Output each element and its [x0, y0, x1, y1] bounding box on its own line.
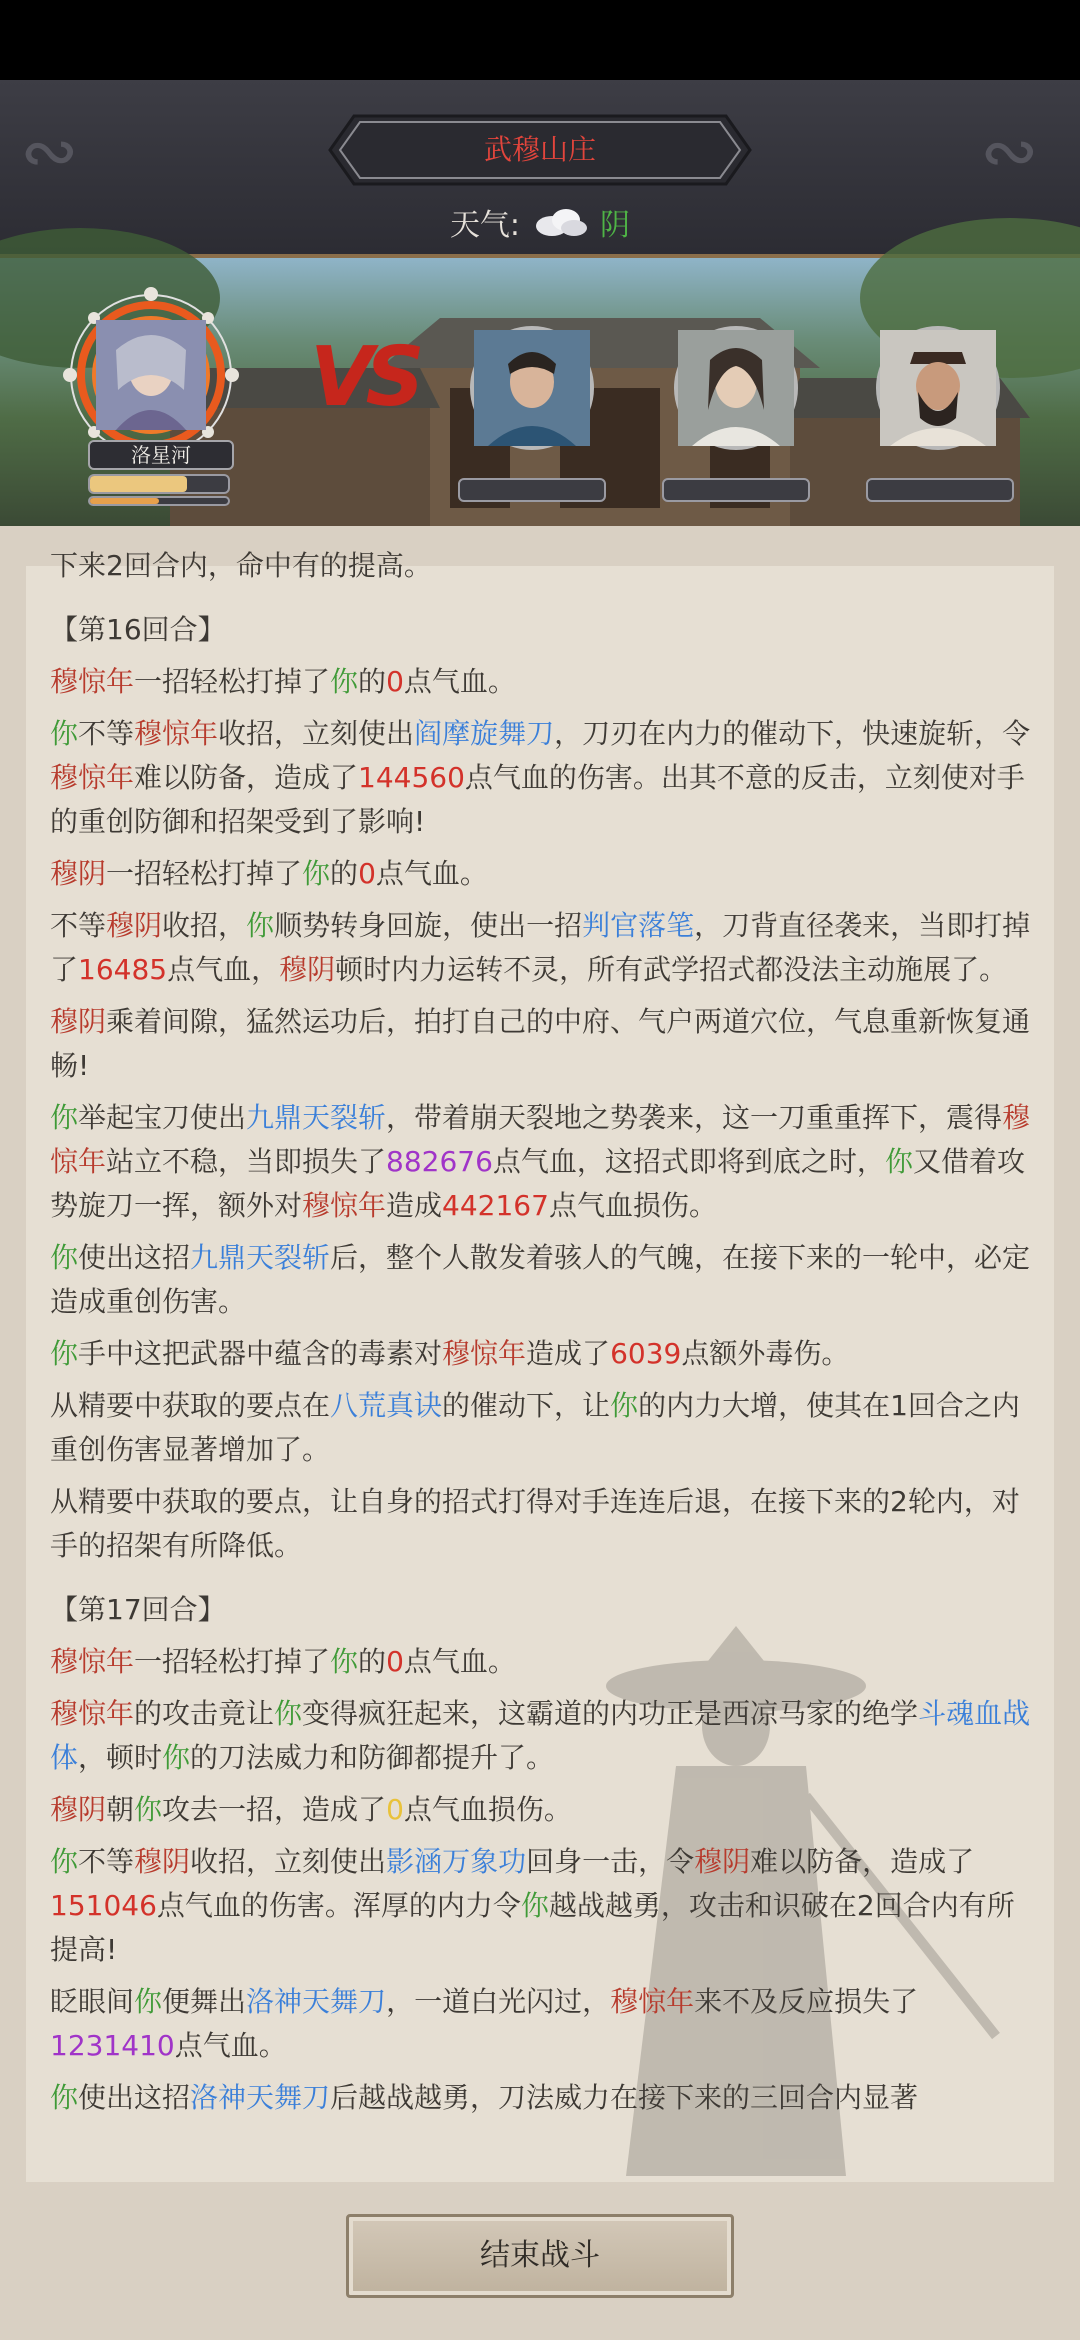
log-entry: [50, 1692, 1040, 1780]
player-mp-bar: [88, 496, 230, 506]
log-text: 的: [358, 665, 387, 698]
log-text: 点气血损伤。: [548, 1189, 717, 1222]
location-title-plate: [328, 114, 752, 186]
skill-name: 判官落笔: [582, 909, 695, 942]
log-text: 便舞出: [162, 1985, 247, 2018]
log-entry: [50, 904, 1040, 992]
log-text: 从精要中获取的要点在: [50, 1389, 331, 1422]
log-text: 朝: [106, 1793, 135, 1826]
log-entry: [50, 2076, 1040, 2120]
damage-value: 16485: [78, 953, 168, 986]
damage-value: 0: [358, 857, 376, 890]
combatant-name: 穆阴: [50, 857, 107, 890]
combatant-name: 穆惊年: [50, 1101, 1031, 1178]
log-entry: [50, 1096, 1040, 1228]
player-ref: 你: [330, 1645, 359, 1678]
player-ref: 你: [274, 1697, 303, 1730]
enemy-avatar-3[interactable]: [876, 326, 1000, 450]
player-portrait: [96, 320, 206, 430]
log-text: ，一道白光闪过，: [386, 1985, 611, 2018]
status-bar: [0, 0, 1080, 80]
skill-name: 九鼎天裂斩: [246, 1101, 387, 1134]
combatant-name: 穆阴: [50, 1005, 107, 1038]
log-text: 下来2回合内，命中有的提高。: [50, 549, 432, 582]
damage-value: 144560: [358, 761, 465, 794]
log-entry: [50, 1384, 1040, 1472]
skill-name: 九鼎天裂斩: [190, 1241, 331, 1274]
player-ref: 你: [50, 717, 79, 750]
player-avatar[interactable]: [92, 316, 210, 434]
round-header: [50, 608, 1040, 652]
log-text: 顿时内力运转不灵，所有武学招式都没法主动施展了。: [335, 953, 1008, 986]
log-text: 一招轻松打掉了: [134, 665, 331, 698]
log-text: ，刀刃在内力的催动下，快速旋斩，令: [554, 717, 1031, 750]
log-text: 举起宝刀使出: [78, 1101, 247, 1134]
enemy-portrait-2: [678, 330, 794, 446]
log-text: 一招轻松打掉了: [106, 857, 303, 890]
log-text: 点气血的伤害。浑厚的内力令: [156, 1889, 521, 1922]
weather-label: 天气:: [449, 208, 521, 243]
log-entry: [50, 1840, 1040, 1972]
log-entry: [50, 544, 1040, 588]
log-text: 的攻击竟让: [134, 1697, 275, 1730]
log-entry: [50, 1332, 1040, 1376]
end-battle-button[interactable]: 结束战斗: [346, 2214, 734, 2298]
player-ref: 你: [610, 1389, 639, 1422]
skill-name: 洛神天舞刀: [246, 1985, 387, 2018]
log-text: 点气血。: [403, 665, 516, 698]
log-text: 的催动下，让: [442, 1389, 611, 1422]
round-header: [50, 1588, 1040, 1632]
log-text: 使出这招: [78, 2081, 191, 2114]
damage-value: 0: [386, 665, 404, 698]
damage-value: 151046: [50, 1889, 157, 1922]
skill-name: 阎摩旋舞刀: [414, 717, 555, 750]
skill-name: 八荒真诀: [330, 1389, 443, 1422]
log-text: 收招，立刻使出: [218, 717, 415, 750]
player-name: 洛星河: [88, 440, 234, 470]
damage-value: 442167: [442, 1189, 549, 1222]
log-entry: [50, 1640, 1040, 1684]
enemy-avatar-2[interactable]: [674, 326, 798, 450]
combatant-name: 穆惊年: [50, 1645, 135, 1678]
log-text: 的: [330, 857, 359, 890]
log-text: 点气血损伤。: [403, 1793, 572, 1826]
log-text: 变得疯狂起来，这霸道的内功正是西凉马家的绝学: [302, 1697, 919, 1730]
log-text: 点额外毒伤。: [681, 1337, 850, 1370]
log-text: 站立不稳，当即损失了: [106, 1145, 387, 1178]
log-text: 的刀法威力和防御都提升了。: [190, 1741, 555, 1774]
log-entry: [50, 1480, 1040, 1568]
vs-label: VS: [310, 330, 417, 425]
player-ref: 你: [50, 1101, 79, 1134]
cloud-icon: [530, 204, 590, 240]
log-entry: [50, 1788, 1040, 1832]
combatant-name: 穆惊年: [610, 1985, 695, 2018]
log-text: 点气血，这招式即将到底之时，: [492, 1145, 885, 1178]
enemy-portrait-3: [880, 330, 996, 446]
log-text: 不等: [50, 909, 107, 942]
combatant-name: 穆惊年: [302, 1189, 387, 1222]
battle-log-panel[interactable]: [26, 549, 1054, 2182]
log-text: 不等: [78, 1845, 135, 1878]
log-text: 不等: [78, 717, 135, 750]
damage-value: 1231410: [50, 2029, 175, 2062]
log-text: 点气血。: [403, 1645, 516, 1678]
log-text: ，刀背直径袭来，当即打掉了: [50, 909, 1031, 986]
log-text: 顺势转身回旋，使出一招: [274, 909, 583, 942]
log-text: 收招，立刻使出: [190, 1845, 387, 1878]
log-text: 的: [358, 1645, 387, 1678]
damage-value: 0: [386, 1645, 404, 1678]
log-text: 点气血。: [375, 857, 488, 890]
combatant-name: 穆阴: [50, 1793, 107, 1826]
damage-value: 882676: [386, 1145, 493, 1178]
log-text: 后越战越勇，刀法威力在接下来的三回合内显著: [330, 2081, 919, 2114]
damage-value: 6039: [610, 1337, 682, 1370]
player-mp-fill: [90, 498, 159, 504]
log-text: 乘着间隙，猛然运功后，拍打自己的中府、气户两道穴位，气息重新恢复通畅!: [50, 1005, 1031, 1082]
player-ref: 你: [50, 1337, 79, 1370]
log-text: 手中这把武器中蕴含的毒素对: [78, 1337, 443, 1370]
battle-header: [0, 80, 1080, 258]
log-entry: [50, 1236, 1040, 1324]
combatant-name: 穆惊年: [442, 1337, 527, 1370]
log-text: 造成: [386, 1189, 443, 1222]
enemy-hp-bar-2: [662, 478, 810, 502]
log-text: 越战越勇，攻击和识破在2回合内有所提高!: [50, 1889, 1015, 1966]
log-text: 点气血。: [174, 2029, 287, 2062]
location-title: 武穆山庄: [483, 133, 596, 166]
player-ref: 你: [134, 1793, 163, 1826]
log-text: 点气血的伤害。出其不意的反击，立刻使对手的重创防御和招架受到了影响!: [50, 761, 1025, 838]
player-hp-bar: [88, 474, 230, 494]
player-ref: 你: [330, 665, 359, 698]
weather-value: 阴: [600, 208, 631, 243]
player-hp-fill: [90, 476, 187, 492]
combatant-name: 穆惊年: [50, 1697, 135, 1730]
player-ref: 你: [884, 1145, 913, 1178]
combatant-name: 穆惊年: [134, 717, 219, 750]
log-text: 攻去一招，造成了: [162, 1793, 387, 1826]
combatant-name: 穆阴: [106, 909, 163, 942]
log-text: ，带着崩天裂地之势袭来，这一刀重重挥下，震得: [386, 1101, 1003, 1134]
player-ref: 你: [162, 1741, 191, 1774]
enemy-portrait-1: [474, 330, 590, 446]
damage-value: 0: [386, 1793, 404, 1826]
player-ref: 你: [302, 857, 331, 890]
player-ref: 你: [520, 1889, 549, 1922]
combatant-name: 穆阴: [134, 1845, 191, 1878]
cloud-ornament-right: ∾: [980, 110, 1039, 192]
log-text: 从精要中获取的要点，让自身的招式打得对手连连后退，在接下来的2轮内，对手的招架有所降低。: [50, 1485, 1020, 1562]
skill-name: 影涵万象功: [386, 1845, 527, 1878]
skill-name: 斗魂血战体: [50, 1697, 1031, 1774]
player-ref: 你: [246, 909, 275, 942]
player-ref: 你: [50, 1241, 79, 1274]
combatant-name: 穆阴: [694, 1845, 751, 1878]
player-ref: 你: [50, 2081, 79, 2114]
log-text: 使出这招: [78, 1241, 191, 1274]
log-entry: [50, 852, 1040, 896]
log-text: 回身一击，令: [526, 1845, 695, 1878]
combatant-name: 穆惊年: [50, 665, 135, 698]
enemy-avatar-1[interactable]: [470, 326, 594, 450]
battle-log: [50, 549, 1040, 2128]
enemy-hp-bar-1: [458, 478, 606, 502]
log-text: 一招轻松打掉了: [134, 1645, 331, 1678]
cloud-ornament-left: ∾: [20, 110, 79, 192]
log-text: 造成了: [526, 1337, 611, 1370]
log-text: 点气血，: [167, 953, 280, 986]
skill-name: 洛神天舞刀: [190, 2081, 331, 2114]
log-text: 的内力大增，使其在1回合之内重创伤害显著增加了。: [50, 1389, 1020, 1466]
log-entry: [50, 1000, 1040, 1088]
log-text: 后，整个人散发着骇人的气魄，在接下来的一轮中，必定造成重创伤害。: [50, 1241, 1031, 1318]
log-text: 难以防备，造成了: [750, 1845, 975, 1878]
log-entry: [50, 712, 1040, 844]
log-text: ，顿时: [78, 1741, 163, 1774]
log-text: 难以防备，造成了: [134, 761, 359, 794]
log-text: 收招，: [162, 909, 247, 942]
enemy-hp-bar-3: [866, 478, 1014, 502]
log-text: 又借着攻势旋刀一挥，额外对: [50, 1145, 1025, 1222]
log-text: 眨眼间: [50, 1985, 135, 2018]
combatant-name: 穆阴: [279, 953, 336, 986]
log-text: 【第16回合】: [50, 613, 226, 646]
log-text: 【第17回合】: [50, 1593, 226, 1626]
combatant-name: 穆惊年: [50, 761, 135, 794]
player-ref: 你: [134, 1985, 163, 2018]
log-entry: [50, 1980, 1040, 2068]
log-text: 来不及反应损失了: [694, 1985, 919, 2018]
player-ref: 你: [50, 1845, 79, 1878]
log-entry: [50, 660, 1040, 704]
battle-scene: [0, 258, 1080, 526]
